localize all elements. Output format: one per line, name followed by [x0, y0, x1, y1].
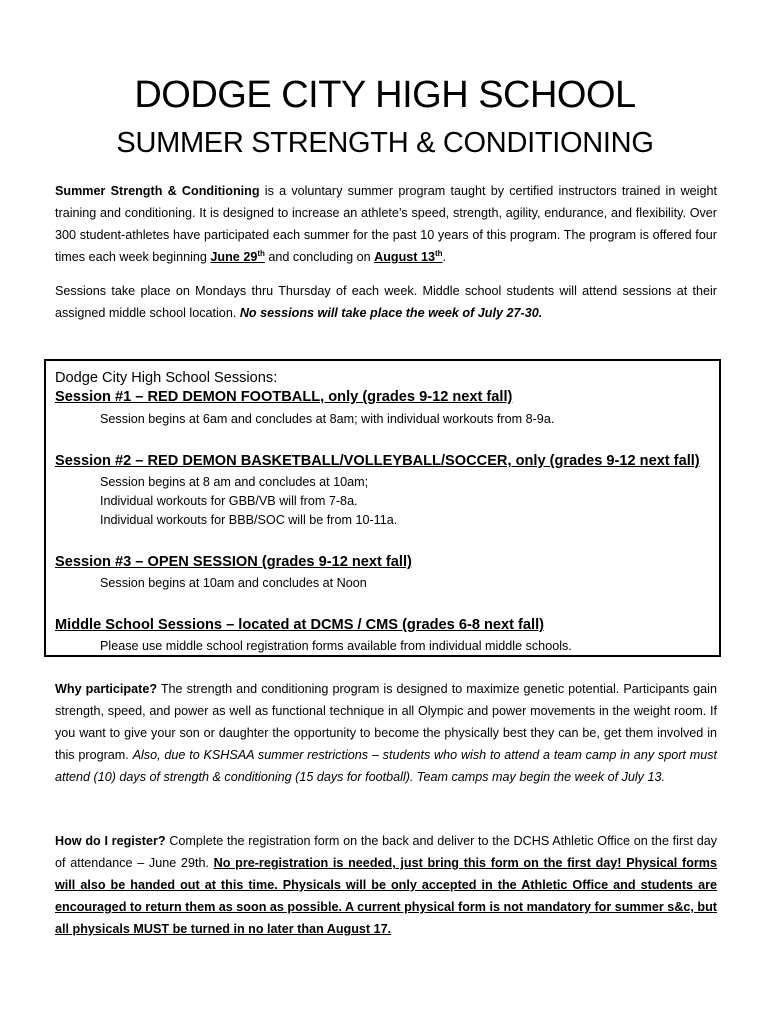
- session-1-detail: Session begins at 6am and concludes at 8am; with individual workouts from 8-9a.: [100, 412, 555, 426]
- session-3-title: Session #3 – OPEN SESSION (grades 9-12 next fall): [55, 554, 412, 570]
- schedule-note: No sessions will take place the week of July 27-30.: [239, 306, 543, 320]
- register-underlined: No pre-registration is needed, just bring this form on the first day! Physical forms will also be handed out at this time. Physicals will be only accepted in the Athletic Office and students are encouraged to return them as soon as possible. A current physical form is not mandatory for summer s&c, but all physicals MUST be turned in no later than August 17.: [55, 856, 717, 936]
- intro-mid-text: and concluding on: [264, 250, 375, 264]
- start-date: [210, 250, 264, 264]
- start-date-text: June 29: [210, 250, 258, 264]
- why-text: The strength and conditioning program is designed to maximize genetic potential. Participants gain strength, speed, and power as well as functional technique in all Olympic and power movements in the weight room. If you want to give your son or daughter the opportunity to become the physically best they can be, get them involved in this program.: [55, 682, 717, 762]
- middle-school-title: Middle School Sessions – located at DCMS / CMS (grades 6-8 next fall): [55, 617, 544, 633]
- session-2-title: Session #2 – RED DEMON BASKETBALL/VOLLEYBALL/SOCCER, only (grades 9-12 next fall): [55, 453, 700, 469]
- sessions-heading: Dodge City High School Sessions:: [55, 370, 278, 386]
- register-text: Complete the registration form on the back and deliver to the DCHS Athletic Office on the first day of attendance – June 29th.: [55, 834, 718, 870]
- page-subtitle: SUMMER STRENGTH & CONDITIONING: [116, 127, 654, 159]
- sessions-box: [44, 359, 721, 657]
- intro-end-text: .: [442, 250, 447, 264]
- session-3-detail: Session begins at 10am and concludes at Noon: [100, 576, 367, 590]
- start-date-sup: th: [257, 248, 265, 258]
- register-paragraph: [55, 830, 717, 940]
- end-date-text: August 13: [374, 250, 436, 264]
- session-2-detail-1: Session begins at 8 am and concludes at 10am;: [100, 475, 369, 489]
- intro-paragraph: [55, 180, 717, 268]
- schedule-paragraph: [55, 280, 717, 324]
- why-italic: Also, due to KSHSAA summer restrictions – students who wish to attend a team camp in any sport must attend (10) days of strength & conditioning (15 days for football). Team camps may begin the week of July 13.: [55, 748, 717, 784]
- session-2-detail-2: Individual workouts for GBB/VB will from 7-8a.: [100, 494, 358, 508]
- why-lead: Why participate?: [55, 682, 158, 696]
- end-date: [374, 250, 442, 264]
- middle-school-detail: Please use middle school registration forms available from individual middle schools.: [100, 639, 572, 653]
- schedule-text: Sessions take place on Mondays thru Thursday of each week. Middle school students will attend sessions at their assigned middle school location.: [55, 284, 717, 320]
- register-lead: How do I register?: [55, 834, 166, 848]
- session-1-title: Session #1 – RED DEMON FOOTBALL, only (grades 9-12 next fall): [55, 389, 513, 405]
- session-2-detail-3: Individual workouts for BBB/SOC will be from 10-11a.: [100, 513, 398, 527]
- why-participate-paragraph: [55, 678, 717, 788]
- page-title: DODGE CITY HIGH SCHOOL: [134, 74, 636, 116]
- intro-lead: Summer Strength & Conditioning: [55, 184, 260, 198]
- intro-text: is a voluntary summer program taught by certified instructors trained in weight training and conditioning. It is designed to increase an athlete’s speed, strength, agility, endurance, and flexibility. Over 300 student-athletes have participated each summer for the past 10 years of this program. The program is offered four times each week beginning: [55, 184, 717, 264]
- end-date-sup: th: [435, 248, 443, 258]
